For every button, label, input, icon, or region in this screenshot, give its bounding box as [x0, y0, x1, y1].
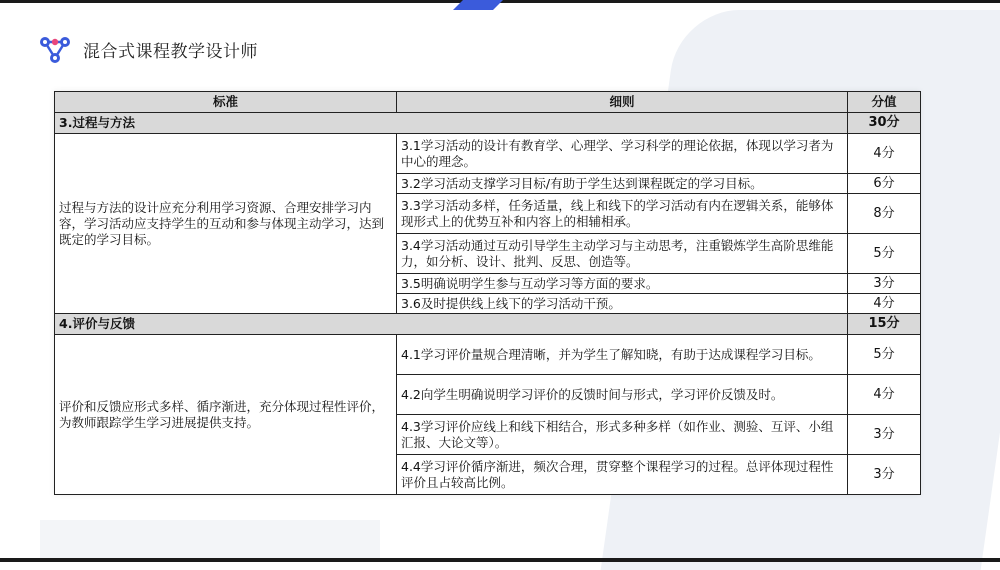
detail-cell: 3.2学习活动支撑学习目标/有助于学生达到课程既定的学习目标。 [397, 174, 848, 194]
section-row-evaluation [55, 314, 921, 335]
score-cell: 5分 [848, 335, 921, 375]
score-cell: 6分 [848, 174, 921, 194]
score-cell: 3分 [848, 415, 921, 455]
detail-cell: 3.1学习活动的设计有教育学、心理学、学习科学的理论依据，体现以学习者为中心的理念。 [397, 134, 848, 174]
section-score: 30分 [848, 113, 921, 134]
criterion-cell: 过程与方法的设计应充分利用学习资源、合理安排学习内容，学习活动应支持学生的互动和参与体现主动学习，达到既定的学习目标。 [55, 134, 397, 314]
score-cell: 3分 [848, 455, 921, 495]
detail-cell: 3.4学习活动通过互动引导学生主动学习与主动思考，注重锻炼学生高阶思维能力，如分析、设计、批判、反思、创造等。 [397, 234, 848, 274]
section-score: 15分 [848, 314, 921, 335]
section-title: 3.过程与方法 [55, 113, 848, 134]
table-row [55, 335, 921, 375]
detail-cell: 3.5明确说明学生参与互动学习等方面的要求。 [397, 274, 848, 294]
detail-cell: 4.2向学生明确说明学习评价的反馈时间与形式，学习评价反馈及时。 [397, 375, 848, 415]
section-title: 4.评价与反馈 [55, 314, 848, 335]
score-cell: 3分 [848, 274, 921, 294]
score-cell: 4分 [848, 294, 921, 314]
accent-stroke [453, 0, 503, 10]
background-shape-bottom [40, 520, 380, 560]
score-cell: 5分 [848, 234, 921, 274]
detail-cell: 3.3学习活动多样，任务适量，线上和线下的学习活动有内在逻辑关系，能够体现形式上的优势互补和内容上的相辅相承。 [397, 194, 848, 234]
rubric-table [54, 91, 920, 495]
detail-cell: 4.3学习评价应线上和线下相结合，形式多种多样（如作业、测验、互评、小组汇报、大论文等）。 [397, 415, 848, 455]
page-title: 混合式课程教学设计师 [83, 42, 258, 62]
score-cell: 8分 [848, 194, 921, 234]
molecule-logo-icon [37, 34, 73, 64]
table-row [55, 134, 921, 174]
section-row-process [55, 113, 921, 134]
score-cell: 4分 [848, 134, 921, 174]
detail-cell: 4.4学习评价循序渐进，频次合理，贯穿整个课程学习的过程。总评体现过程性评价且占较高比例。 [397, 455, 848, 495]
detail-cell: 4.1学习评价量规合理清晰，并为学生了解知晓，有助于达成课程学习目标。 [397, 335, 848, 375]
bottom-frame-bar [0, 558, 1000, 562]
column-header-score: 分值 [848, 92, 921, 113]
score-cell: 4分 [848, 375, 921, 415]
criterion-cell: 评价和反馈应形式多样、循序渐进，充分体现过程性评价，为教师跟踪学生学习进展提供支持。 [55, 335, 397, 495]
detail-cell: 3.6及时提供线上线下的学习活动干预。 [397, 294, 848, 314]
column-header-details: 细则 [397, 92, 848, 113]
column-header-criterion: 标准 [55, 92, 397, 113]
